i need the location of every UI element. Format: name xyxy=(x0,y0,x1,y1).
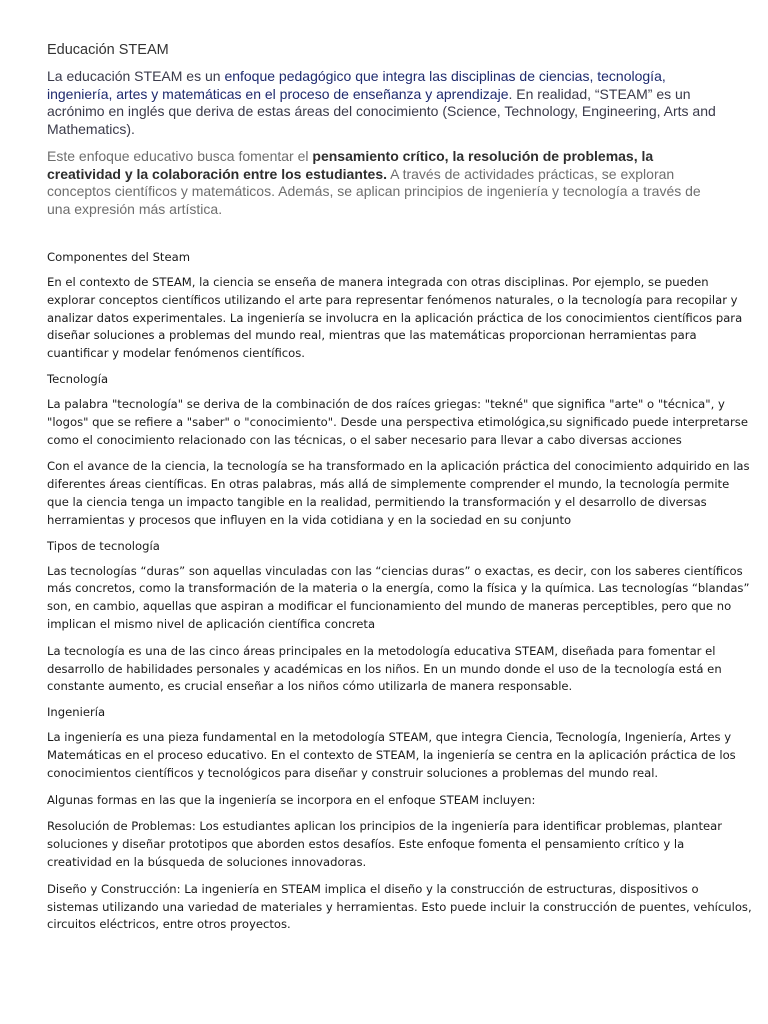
technology-types-paragraph-2: La tecnología es una de las cinco áreas principales en la metodología educativa STEAM, diseñada para fomentar el desarrollo de habilidades personales y académicas en los niños. En un mundo donde el uso de la tecnología está en constante aumento, es crucial enseñar a los niños cómo utilizarla de manera responsable. xyxy=(47,643,722,694)
intro-p2-text-c: A través de actividades prácticas, se exploran conceptos científicos y matemáticos. Además, se aplican principios de ingeniería y tecnología a través de una expresión más artística. xyxy=(47,165,701,217)
technology-paragraph-2: Con el avance de la ciencia, la tecnología se ha transformado en la aplicación práctica del conocimiento adquirido en las diferentes áreas científicas. En otras palabras, más allá de simplemente comprender el mundo, la tecnología permite que la ciencia tenga un impacto tangible en la realidad, permitiendo la transformación y el desarrollo de diversas herramientas y procesos que influyen en la vida cotidiana y en la sociedad en su conjunto xyxy=(47,459,750,527)
intro-p2-bold: pensamiento crítico, la resolución de problemas, la creatividad y la colaboración entre los estudiantes. xyxy=(47,148,654,182)
technology-types-paragraph-1: Las tecnologías “duras” son aquellas vinculadas con las “ciencias duras” o exactas, es decir, con los saberes científicos más concretos, como la transformación de la materia o la energía, como la física y la química. Las tecnologías “blandas” son, en cambio, aquellas que aspiran a modificar el funcionamiento del mundo de maneras perceptibles, pero que no implican el mismo nivel de aplicación científica concreta xyxy=(47,563,750,631)
engineering-paragraph-3: Resolución de Problemas: Los estudiantes aplican los principios de la ingeniería para identificar problemas, plantear soluciones y diseñar prototipos que aborden estos desafíos. Este enfoque fomenta el pensamiento crítico y la creatividad en la búsqueda de soluciones innovadoras. xyxy=(47,819,723,869)
engineering-heading: Ingeniería xyxy=(47,705,106,720)
technology-paragraph-1: La palabra "tecnología" se deriva de la combinación de dos raíces griegas: "tekné" que significa "arte" o "técnica", y "logos" que se refiere a "saber" o "conocimiento". Desde una perspectiva etimológica,su significado puede interpretarse como el conocimiento relacionado con las técnicas, o el saber necesario para llevar a cabo diversas acciones xyxy=(47,396,748,447)
components-heading: Componentes del Steam xyxy=(47,250,191,264)
components-paragraph: En el contexto de STEAM, la ciencia se enseña de manera integrada con otras disciplinas. Por ejemplo, se pueden explorar conceptos científicos utilizando el arte para representar fenómenos naturales, o la tecnología para recopilar y analizar datos experimentales. La ingeniería se involucra en la aplicación práctica de los conocimientos científicos para diseñar soluciones a problemas del mundo real, mientras que las matemáticas proporcionan herramientas para cuantificar y modelar fenómenos científicos. xyxy=(47,275,743,361)
intro-paragraph-1 xyxy=(47,68,719,138)
engineering-paragraph-4: Diseño y Construcción: La ingeniería en STEAM implica el diseño y la construcción de estructuras, dispositivos o sistemas utilizando una variedad de materiales y herramientas. Esto puede incluir la construcción de puentes, vehículos, circuitos eléctricos, entre otros proyectos. xyxy=(47,881,752,932)
body-section xyxy=(47,250,752,943)
technology-types-heading: Tipos de tecnología xyxy=(47,538,160,553)
technology-heading: Tecnología xyxy=(47,371,109,386)
intro-p1-highlight: enfoque pedagógico que integra las disciplinas de ciencias, tecnología, ingeniería, artes y matemáticas en el proceso de enseñanza y aprendizaje xyxy=(47,68,666,102)
intro-section xyxy=(47,42,719,228)
engineering-paragraph-1: La ingeniería es una pieza fundamental en la metodología STEAM, que integra Ciencia, Tecnología, Ingeniería, Artes y Matemáticas en el proceso educativo. En el contexto de STEAM, la ingeniería se centra en la aplicación práctica de los conocimientos científicos y tecnológicos para diseñar y construir soluciones a problemas del mundo real. xyxy=(47,730,736,780)
document-title: Educación STEAM xyxy=(47,42,169,58)
intro-p2-text-a: Este enfoque educativo busca fomentar el xyxy=(47,148,313,164)
engineering-paragraph-2: Algunas formas en las que la ingeniería se incorpora en el enfoque STEAM incluyen: xyxy=(47,792,536,807)
intro-p1-text-a: La educación STEAM es un xyxy=(47,68,225,84)
intro-p1-text-c: . En realidad, “STEAM” es un acrónimo en inglés que deriva de estas áreas del conocimiento (Science, Technology, Engineering, Arts and Mathematics). xyxy=(47,85,716,137)
intro-paragraph-2 xyxy=(47,148,719,218)
